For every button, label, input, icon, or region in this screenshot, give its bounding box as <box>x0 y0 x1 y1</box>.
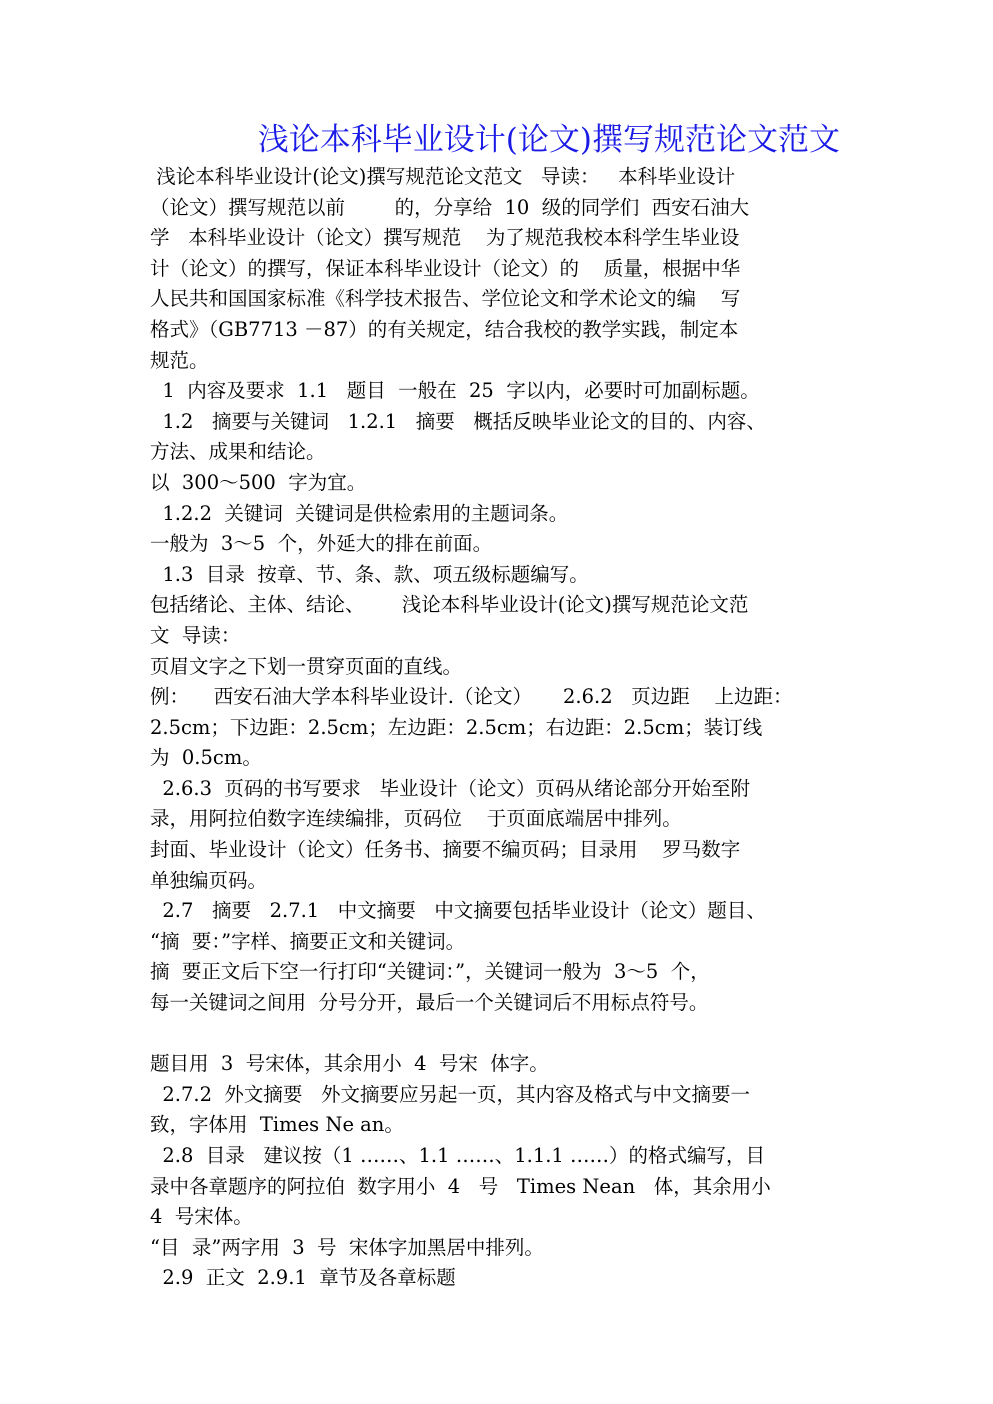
body-line: 1.2.2 关键词 关键词是供检索用的主题词条。 <box>150 501 569 525</box>
body-line: 封面、毕业设计（论文）任务书、摘要不编页码；目录用 罗马数字 <box>150 838 741 862</box>
body-line: 题目用 3 号宋体，其余用小 4 号宋 体字。 <box>150 1052 549 1076</box>
body-line: 学 本科毕业设计（论文）撰写规范 为了规范我校本科学生毕业设 <box>150 226 740 250</box>
body-line: 以 300～500 字为宜。 <box>150 470 367 494</box>
body-line: 规范。 <box>150 348 209 372</box>
body-line: 文 导读： <box>150 623 241 647</box>
body-line: （论文）撰写规范以前 的，分享给 10 级的同学们 西安石油大 <box>150 195 750 219</box>
body-line: “摘 要：”字样、摘要正文和关键词。 <box>150 929 466 953</box>
document-body <box>150 162 842 1294</box>
body-line: 人民共和国国家标准《科学技术报告、学位论文和学术论文的编 写 <box>150 287 741 311</box>
body-line: 2.6.3 页码的书写要求 毕业设计（论文）页码从绪论部分开始至附 <box>150 776 751 800</box>
body-line: 录中各章题序的阿拉伯 数字用小 4 号 Times Nean 体，其余用小 <box>150 1174 771 1198</box>
body-line: 致，字体用 Times Ne an。 <box>150 1113 404 1137</box>
body-line: 页眉文字之下划一贯穿页面的直线。 <box>150 654 463 678</box>
document-title: 浅论本科毕业设计(论文)撰写规范论文范文 <box>257 122 840 158</box>
body-line: 格式》（GB7713 －87）的有关规定，结合我校的教学实践，制定本 <box>150 317 739 341</box>
body-line: 1 内容及要求 1.1 题目 一般在 25 字以内，必要时可加副标题。 <box>150 379 760 403</box>
body-line: 2.8 目录 建议按（1 ……、1.1 ……、1.1.1 ……）的格式编写，目 <box>150 1144 766 1167</box>
body-line: 例： 西安石油大学本科毕业设计.（论文） 2.6.2 页边距 上边距： <box>150 685 793 709</box>
body-line: 浅论本科毕业设计(论文)撰写规范论文范文 导读： 本科毕业设计 <box>150 165 736 188</box>
body-line: 为 0.5cm。 <box>150 746 262 770</box>
body-line: 1.3 目录 按章、节、条、款、项五级标题编写。 <box>150 562 589 586</box>
body-line: 每一关键词之间用 分号分开，最后一个关键词后不用标点符号。 <box>150 991 709 1015</box>
body-line: 单独编页码。 <box>150 868 268 892</box>
body-line: 一般为 3～5 个，外延大的排在前面。 <box>150 532 493 556</box>
body-line: 2.7.2 外文摘要 外文摘要应另起一页，其内容及格式与中文摘要一 <box>150 1082 751 1106</box>
blank-line <box>150 1019 842 1050</box>
body-line: 录，用阿拉伯数字连续编排，页码位 于页面底端居中排列。 <box>150 807 682 831</box>
body-line: 摘 要正文后下空一行打印“关键词：”，关键词一般为 3～5 个， <box>150 960 710 984</box>
body-line: 2.7 摘要 2.7.1 中文摘要 中文摘要包括毕业设计（论文）题目、 <box>150 899 766 923</box>
body-line: 1.2 摘要与关键词 1.2.1 摘要 概括反映毕业论文的目的、内容、 <box>150 409 766 433</box>
body-line: 方法、成果和结论。 <box>150 440 326 464</box>
body-line: 2.9 正文 2.9.1 章节及各章标题 <box>150 1266 456 1290</box>
body-line: 计（论文）的撰写，保证本科毕业设计（论文）的 质量，根据中华 <box>150 256 741 280</box>
body-line: 包括绪论、主体、结论、 浅论本科毕业设计(论文)撰写规范论文范 <box>150 593 749 617</box>
body-line: 2.5cm；下边距：2.5cm；左边距：2.5cm；右边距：2.5cm；装订线 <box>150 715 763 739</box>
body-line: “目 录”两字用 3 号 宋体字加黑居中排列。 <box>150 1235 544 1259</box>
body-line: 4 号宋体。 <box>150 1205 253 1229</box>
